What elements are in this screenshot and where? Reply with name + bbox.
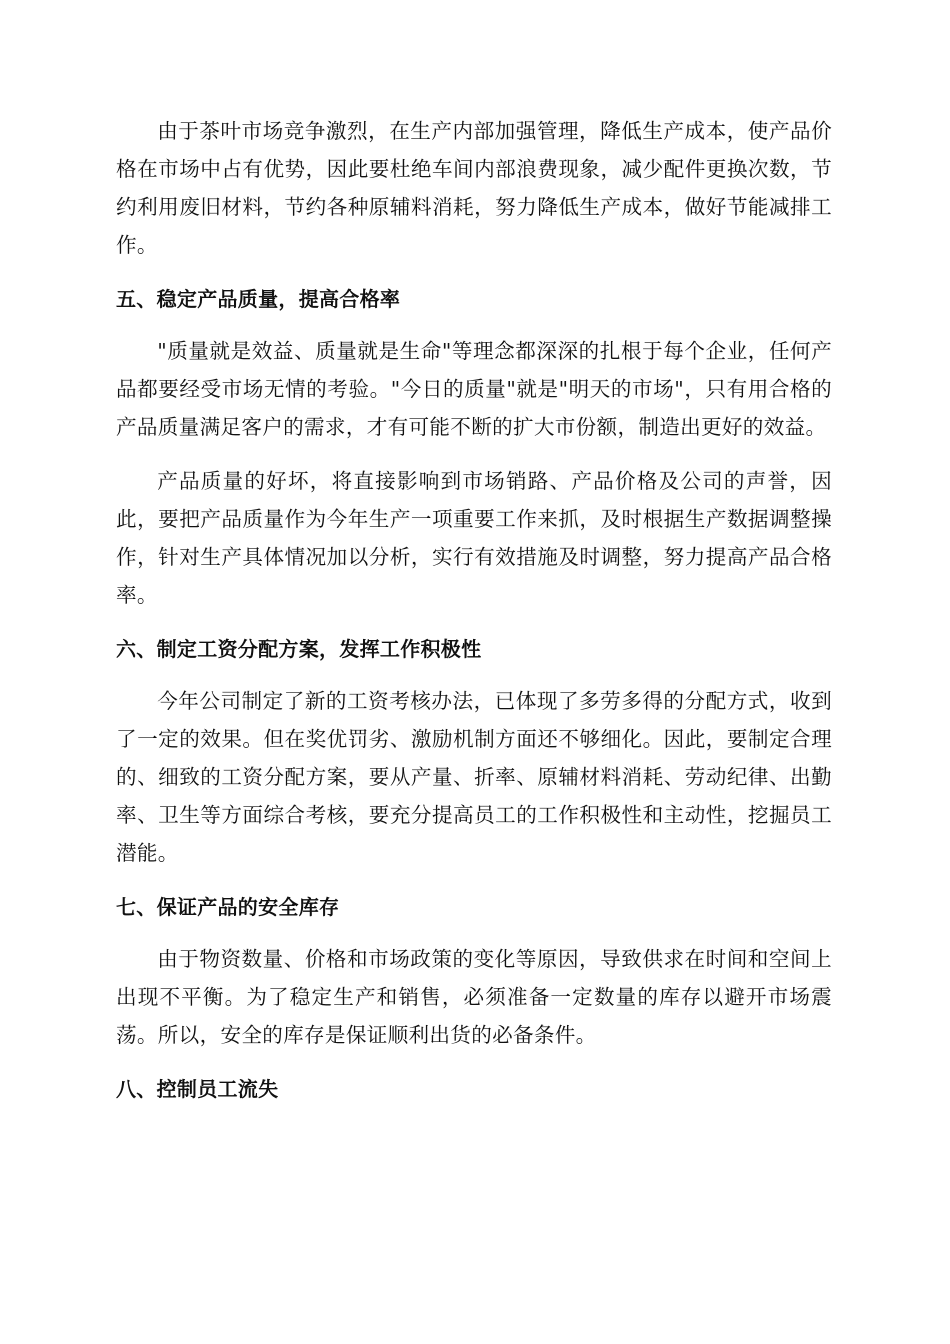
section-heading-quality: 五、稳定产品质量，提高合格率 (116, 287, 401, 311)
paragraph-cost-control: 由于茶叶市场竞争激烈，在生产内部加强管理，降低生产成本，使产品价格在市场中占有优势，因此要杜绝车间内部浪费现象，减少配件更换次数，节约利用废旧材料，节约各种原辅料消耗，努力降低生产成本，做好节能减排工作。 (116, 119, 832, 257)
paragraph-safety-stock: 由于物资数量、价格和市场政策的变化等原因，导致供求在时间和空间上出现不平衡。为了稳定生产和销售，必须准备一定数量的库存以避开市场震荡。所以，安全的库存是保证顺利出货的必备条件。 (116, 947, 832, 1047)
section-heading-inventory: 七、保证产品的安全库存 (116, 895, 340, 919)
spacer (116, 926, 832, 940)
spacer (116, 614, 832, 630)
spacer (116, 446, 832, 462)
spacer (116, 318, 832, 332)
document-page (116, 112, 832, 1108)
section-heading-wages: 六、制定工资分配方案，发挥工作积极性 (116, 637, 482, 661)
spacer (116, 668, 832, 682)
paragraph-quality-measures: 产品质量的好坏，将直接影响到市场销路、产品价格及公司的声誉，因此，要把产品质量作为今年生产一项重要工作来抓，及时根据生产数据调整操作，针对生产具体情况加以分析，实行有效措施及时调整，努力提高产品合格率。 (116, 469, 832, 607)
spacer (116, 1054, 832, 1070)
spacer (116, 872, 832, 888)
section-heading-staff-turnover: 八、控制员工流失 (116, 1077, 279, 1101)
paragraph-quality-concept: "质量就是效益、质量就是生命"等理念都深深的扎根于每个企业，任何产品都要经受市场无情的考验。"今日的质量"就是"明天的市场"，只有用合格的产品质量满足客户的需求，才有可能不断的扩大市份额，制造出更好的效益。 (116, 339, 832, 439)
paragraph-wage-plan: 今年公司制定了新的工资考核办法，已体现了多劳多得的分配方式，收到了一定的效果。但在奖优罚劣、激励机制方面还不够细化。因此，要制定合理的、细致的工资分配方案，要从产量、折率、原辅材料消耗、劳动纪律、出勤率、卫生等方面综合考核，要充分提高员工的工作积极性和主动性，挖掘员工潜能。 (116, 689, 832, 865)
spacer (116, 264, 832, 280)
